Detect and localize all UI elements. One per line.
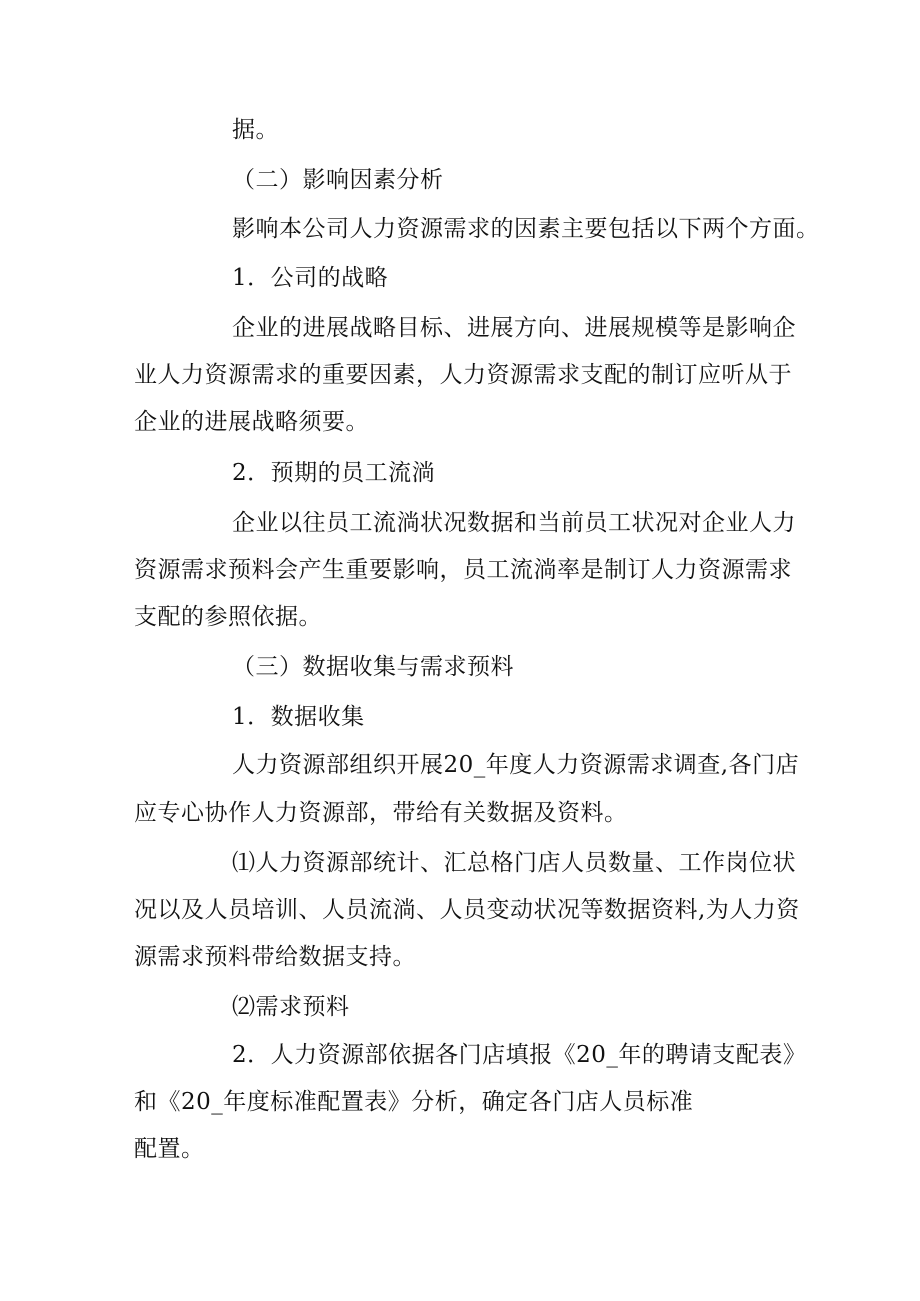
paragraph-line: ⑴人力资源部统计、汇总格门店人员数量、工作岗位状 [232,850,796,876]
paragraph-line: 企业的进展战略目标、进展方向、进展规模等是影响企 [232,315,796,341]
section-heading: （二）影响因素分析 [232,167,444,193]
subsection-heading: 1．公司的战略 [232,265,389,291]
paragraph-line: 人力资源部组织开展20_年度人力资源需求调查,各门店 [232,752,800,778]
paragraph-line: 影响本公司人力资源需求的因素主要包括以下两个方面。 [232,216,820,242]
subsection-heading: 2．预期的员工流淌 [232,460,436,486]
paragraph-line: 况以及人员培训、人员流淌、人员变动状况等数据资料,为人力资 [134,897,800,923]
paragraph-line: 应专心协作人力资源部，带给有关数据及资料。 [134,800,628,826]
section-heading: （三）数据收集与需求预料 [232,654,514,680]
paragraph-line: 据。 [232,117,279,143]
subsection-heading: 1．数据收集 [232,704,365,730]
paragraph-line: 企业以往员工流淌状况数据和当前员工状况对企业人力 [232,510,796,536]
paragraph-line: 资源需求预料会产生重要影响，员工流淌率是制订人力资源需求 [134,557,792,583]
paragraph-line: 配置。 [134,1136,205,1162]
paragraph-line: 企业的进展战略须要。 [134,409,369,435]
paragraph-line: 和《20_年度标准配置表》分析，确定各门店人员标准 [134,1089,694,1115]
paragraph-line: 2．人力资源部依据各门店填报《20_年的聘请支配表》 [232,1042,807,1068]
list-item-heading: ⑵需求预料 [232,994,350,1020]
paragraph-line: 支配的参照依据。 [134,604,322,630]
paragraph-line: 业人力资源需求的重要因素，人力资源需求支配的制订应听从于 [134,362,792,388]
paragraph-line: 源需求预料带给数据支持。 [134,944,416,970]
